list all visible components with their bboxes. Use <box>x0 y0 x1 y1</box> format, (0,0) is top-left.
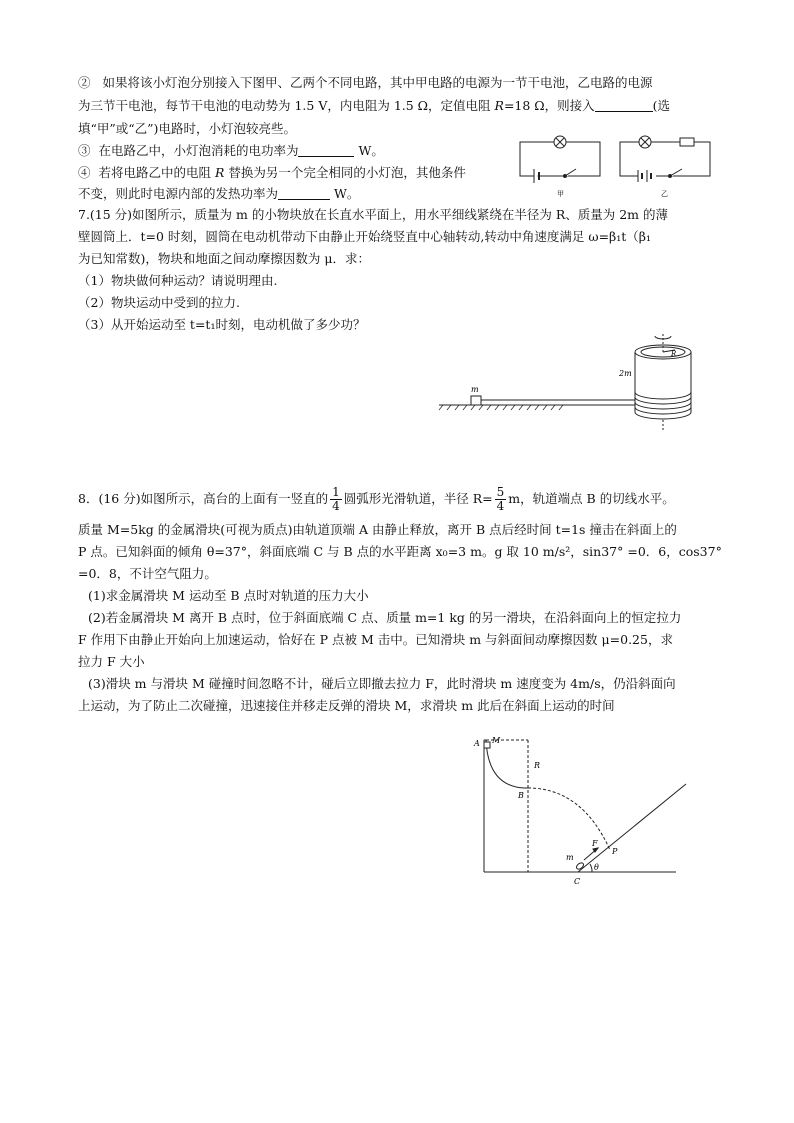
q8-figure <box>470 730 700 890</box>
q7-sub1: （1）物块做何种运动？请说明理由. <box>78 273 278 288</box>
svg-text:C: C <box>574 877 581 886</box>
circuit-yi-label: 乙 <box>661 190 668 198</box>
fraction-one-quarter: $\frac{1}{4}$ <box>332 485 340 513</box>
q6-part2-line2: 为三节干电池，每节干电池的电动势为 1.5 V，内电阻为 1.5 Ω，定值电阻 R=18 Ω，则接入 (选 <box>78 98 671 113</box>
svg-text:F: F <box>592 839 598 848</box>
svg-text:A: A <box>474 739 480 748</box>
q6-part2-line1: ② 如果将该小灯泡分别接入下图甲、乙两个不同电路，其中甲电路的电源为一节干电池，乙电路的电源 <box>78 75 653 90</box>
q7-line2: 壁圆筒上．t=0 时刻，圆筒在电动机带动下由静止开始绕竖直中心轴转动,转动中角速度满足 ω=β₁t（β₁ <box>78 229 652 244</box>
rotation-arrow-icon <box>655 336 671 339</box>
q6-answer-blank-1 <box>595 98 653 112</box>
q8-sub3-line2: 上运动，为了防止二次碰撞，迅速接住并移走反弹的滑块 M，求滑块 m 此后在斜面上运动的时间 <box>78 698 615 713</box>
q6-answer-blank-2 <box>298 143 354 157</box>
circuit-yi <box>620 136 710 182</box>
q6-part3: ③ 在电路乙中，小灯泡消耗的电功率为 W。 <box>78 143 384 158</box>
q7-line3: 为已知常数)，物块和地面之间动摩擦因数为 μ．求： <box>78 251 370 266</box>
q8-line3: P 点。已知斜面的倾角 θ=37°，斜面底端 C 与 B 点的水平距离 x₀=3 m。g 取 10 m/s²，sin37° =0．6，cos37° <box>78 544 722 559</box>
svg-text:θ: θ <box>594 863 599 872</box>
circuit-diagrams <box>510 130 720 200</box>
q7-figure <box>435 330 685 435</box>
svg-text:R: R <box>534 761 541 770</box>
svg-text:R: R <box>671 350 677 358</box>
q8-sub2-line3: 拉力 F 大小 <box>78 654 145 669</box>
q6-part2-mark: ② <box>78 75 91 90</box>
q8-sub3-line1: (3)滑块 m 与滑块 M 碰撞时间忽略不计，碰后立即撤去拉力 F，此时滑块 m 速度变为 4m/s，仍沿斜面向 <box>88 676 676 691</box>
q8-sub2-line1: (2)若金属滑块 M 离开 B 点时，位于斜面底端 C 点、质量 m=1 kg 的另一滑块，在沿斜面向上的恒定拉力 <box>88 610 682 625</box>
arc-track <box>486 740 528 788</box>
q6-part2-line3: 填“甲”或“乙”)电路时，小灯泡较亮些。 <box>78 121 296 136</box>
q6-answer-blank-3 <box>278 186 330 200</box>
q7-sub2: （2）物块运动中受到的拉力. <box>78 295 240 310</box>
trajectory <box>528 788 610 850</box>
circuit-jia <box>520 136 600 183</box>
incline <box>578 784 686 872</box>
q8-line4: =0．8，不计空气阻力。 <box>78 566 217 581</box>
block-m <box>471 396 481 405</box>
q8-line2: 质量 M=5kg 的金属滑块(可视为质点)由轨道顶端 A 由静止释放，离开 B 点后经时间 t=1s 撞击在斜面上的 <box>78 522 677 537</box>
q6-part4-line2: 不变，则此时电源内部的发热功率为 W。 <box>78 186 360 201</box>
circuit-jia-label: 甲 <box>557 190 564 198</box>
svg-text:M: M <box>492 736 501 745</box>
q7-sub3: （3）从开始运动至 t=t₁时刻，电动机做了多少功？ <box>78 317 366 332</box>
q6-part4-line1: ④ 若将电路乙中的电阻 R 替换为另一个完全相同的小灯泡，其他条件 <box>78 165 466 180</box>
svg-text:2m: 2m <box>619 369 632 378</box>
q7-line1: 7.(15 分)如图所示，质量为 m 的小物块放在长直水平面上，用水平细线紧绕在半径为 R、质量为 2m 的薄 <box>78 207 668 222</box>
q8-sub1: (1)求金属滑块 M 运动至 B 点时对轨道的压力大小 <box>88 588 369 603</box>
svg-text:m: m <box>471 385 479 394</box>
svg-text:m: m <box>566 853 574 862</box>
q8-sub2-line2: F 作用下由静止开始向上加速运动，恰好在 P 点被 M 击中。已知滑块 m 与斜面间动摩擦因数 μ=0.25，求 <box>78 632 673 647</box>
resistor-icon <box>680 138 694 146</box>
svg-text:B: B <box>518 791 524 800</box>
svg-text:P: P <box>612 847 618 856</box>
q8-line1: 8．(16 分)如图所示，高台的上面有一竖直的 $\frac{1}{4}$ 圆弧形光滑轨道，半径 R= $\frac{5}{4}$ m，轨道端点 B 的切线水平。 <box>78 485 675 513</box>
fraction-five-quarters: $\frac{5}{4}$ <box>496 485 505 513</box>
